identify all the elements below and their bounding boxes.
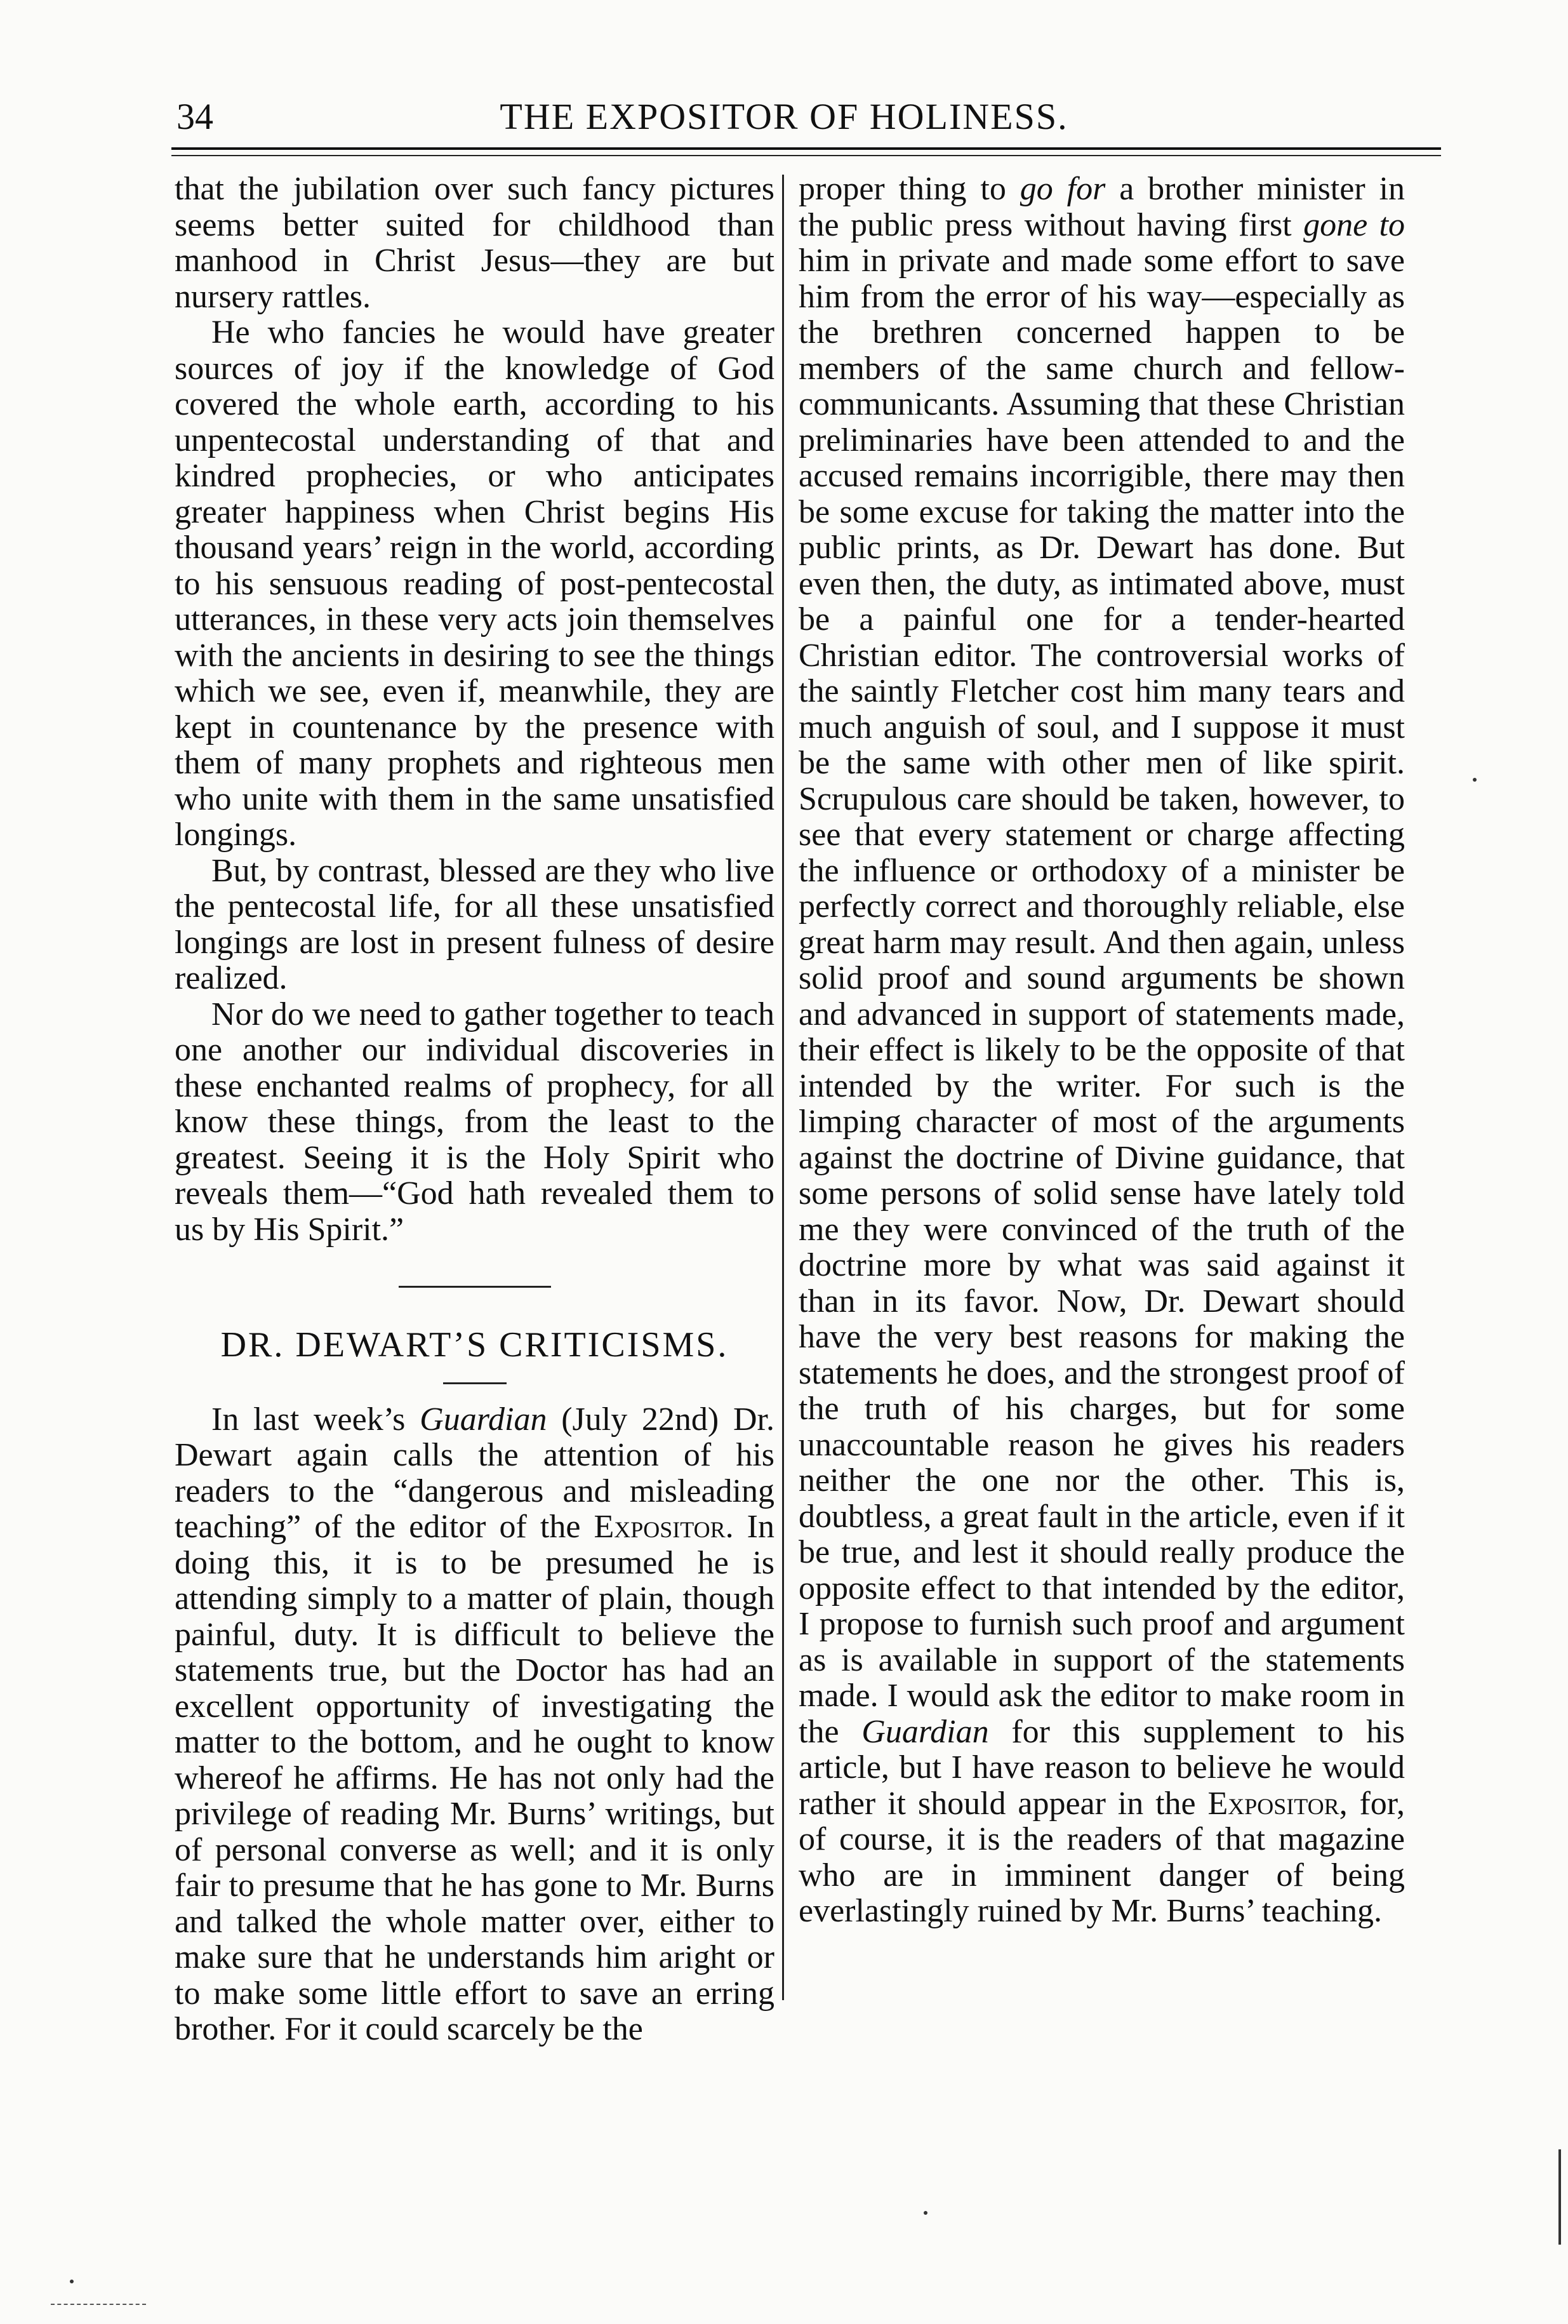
header-rule-thin xyxy=(171,155,1441,156)
text-run: him in private and made some effort to save him from the error of his way—especially as the brethren concerned happen to be members of the same church and fellow-communicants. Assuming that these Christian preliminaries have been attended to and the accused remains incorrigible, there may then be some excuse for taking the matter into the public prints, as Dr. Dewart has done. But even then, the duty, as intimated above, must be a painful one for a tender-hearted Christian editor. The controversial works of the saintly Fletcher cost him many tears and much anguish of soul, and I suppose it must be the same with other men of like spirit. Scrupulous care should be taken, however, to see that every statement or charge affecting the influence or orthodoxy of a minister be perfectly correct and thoroughly reliable, else great harm may result. And then again, unless solid proof and sound arguments be shown and advanced in support of statements made, their effect is likely to be the opposite of that intended by the writer. For such is the limping character of most of the arguments against the doctrine of Divine guidance, that some persons of solid sense have lately told me they were convinced of the truth of the doctrine more by what was said against it than in its favor. Now, Dr. Dewart should have the very best reasons for making the statements he does, and the strongest proof of the truth of his charges, but for some unaccountable reason he gives his readers neither the one nor the other. This is, doubtless, a great fault in the article, even if it be true, and lest it should really produce the opposite effect to that intended by the editor, I propose to furnish such proof and argument as is available in support of the statements made. I would ask the editor to make room in the xyxy=(799,243,1405,1750)
left-paragraph-2: He who fancies he would have greater sources of joy if the knowledge of God covered the whole earth, according to his unpentecostal understanding of that and kindred prophecies, or who anticipates greater happiness when Christ begins His thousand years’ reign in the world, according to his sensuous reading of post-pentecostal utterances, in these very acts join themselves with the ancients in desiring to see the things which we see, even if, meanwhile, they are kept in countenance by the presence with them of many prophets and righteous men who unite with them in the same unsatisfied longings. xyxy=(175,314,774,853)
expositor-small-caps: Expositor xyxy=(1207,1785,1339,1822)
expositor-small-caps: Expositor xyxy=(594,1509,726,1545)
left-paragraph-3: But, by contrast, blessed are they who live the pentecostal life, for all these unsatisfied longings are lost in present fulness of desire realized. xyxy=(175,852,774,996)
running-title: THE EXPOSITOR OF HOLINESS. xyxy=(500,96,1068,137)
footer-mark xyxy=(51,2304,146,2305)
left-paragraph-5 xyxy=(175,1402,774,2048)
section-separator-rule xyxy=(399,1286,551,1288)
page-edge-mark xyxy=(1558,2149,1561,2245)
print-speck xyxy=(1473,778,1477,782)
text-run: a brother minister in the public press without having first xyxy=(799,171,1405,243)
section-title: DR. DEWART’S CRITICISMS. xyxy=(220,1325,729,1365)
left-paragraph-1: that the jubilation over such fancy pictures seems better suited for childhood than manhood in Christ Jesus—they are but nursery rattles. xyxy=(175,171,774,315)
left-paragraph-4: Nor do we need to gather together to teach one another our individual discoveries in these enchanted realms of prophecy, for all know these things, from the least to the greatest. Seeing it is the Holy Spirit who reveals them—“God hath revealed them to us by His Spirit.” xyxy=(175,996,774,1248)
text-run: proper thing to xyxy=(799,171,1020,207)
page-header xyxy=(0,95,1568,146)
right-paragraph-1 xyxy=(799,171,1405,1930)
guardian-italic: Guardian xyxy=(420,1401,547,1438)
text-run: . In doing this, it is to be presumed he is attending simply to a matter of plain, though painful, duty. It is difficult to believe the statements true, but the Doctor has had an excellent opportunity of investigating the matter to the bottom, and he ought to know whereof he affirms. He has not only had the privilege of reading Mr. Burns’ writings, but of personal converse as well; and it is only fair to presume that he has gone to Mr. Burns and talked the whole matter over, either to make sure that he understands him aright or to make some little effort to save an erring brother. For it could scarcely be the xyxy=(175,1509,774,2047)
column-divider xyxy=(782,175,784,2000)
print-speck xyxy=(924,2211,927,2215)
title-underline-rule xyxy=(443,1382,507,1384)
right-column xyxy=(799,171,1405,1930)
text-run: , for, of course, it is the readers of that magazine who are in imminent danger of being everlastingly ruined by Mr. Burns’ teaching. xyxy=(799,1785,1405,1929)
text-run: In last week’s xyxy=(211,1401,420,1438)
gone-to-italic: gone to xyxy=(1303,206,1405,243)
text-run: (July 22nd) Dr. Dewart again calls the attention of his readers to the “dangerous and misleading teaching” of the editor of the xyxy=(175,1401,774,1545)
header-rule-thick xyxy=(171,147,1441,150)
left-column xyxy=(175,171,774,2048)
page-number: 34 xyxy=(176,96,213,137)
guardian-italic: Guardian xyxy=(861,1713,989,1750)
print-speck xyxy=(70,2280,74,2283)
go-for-italic: go for xyxy=(1020,171,1106,207)
text-run: for this supplement to his article, but I have reason to believe he would rather it should appear in the xyxy=(799,1713,1405,1822)
